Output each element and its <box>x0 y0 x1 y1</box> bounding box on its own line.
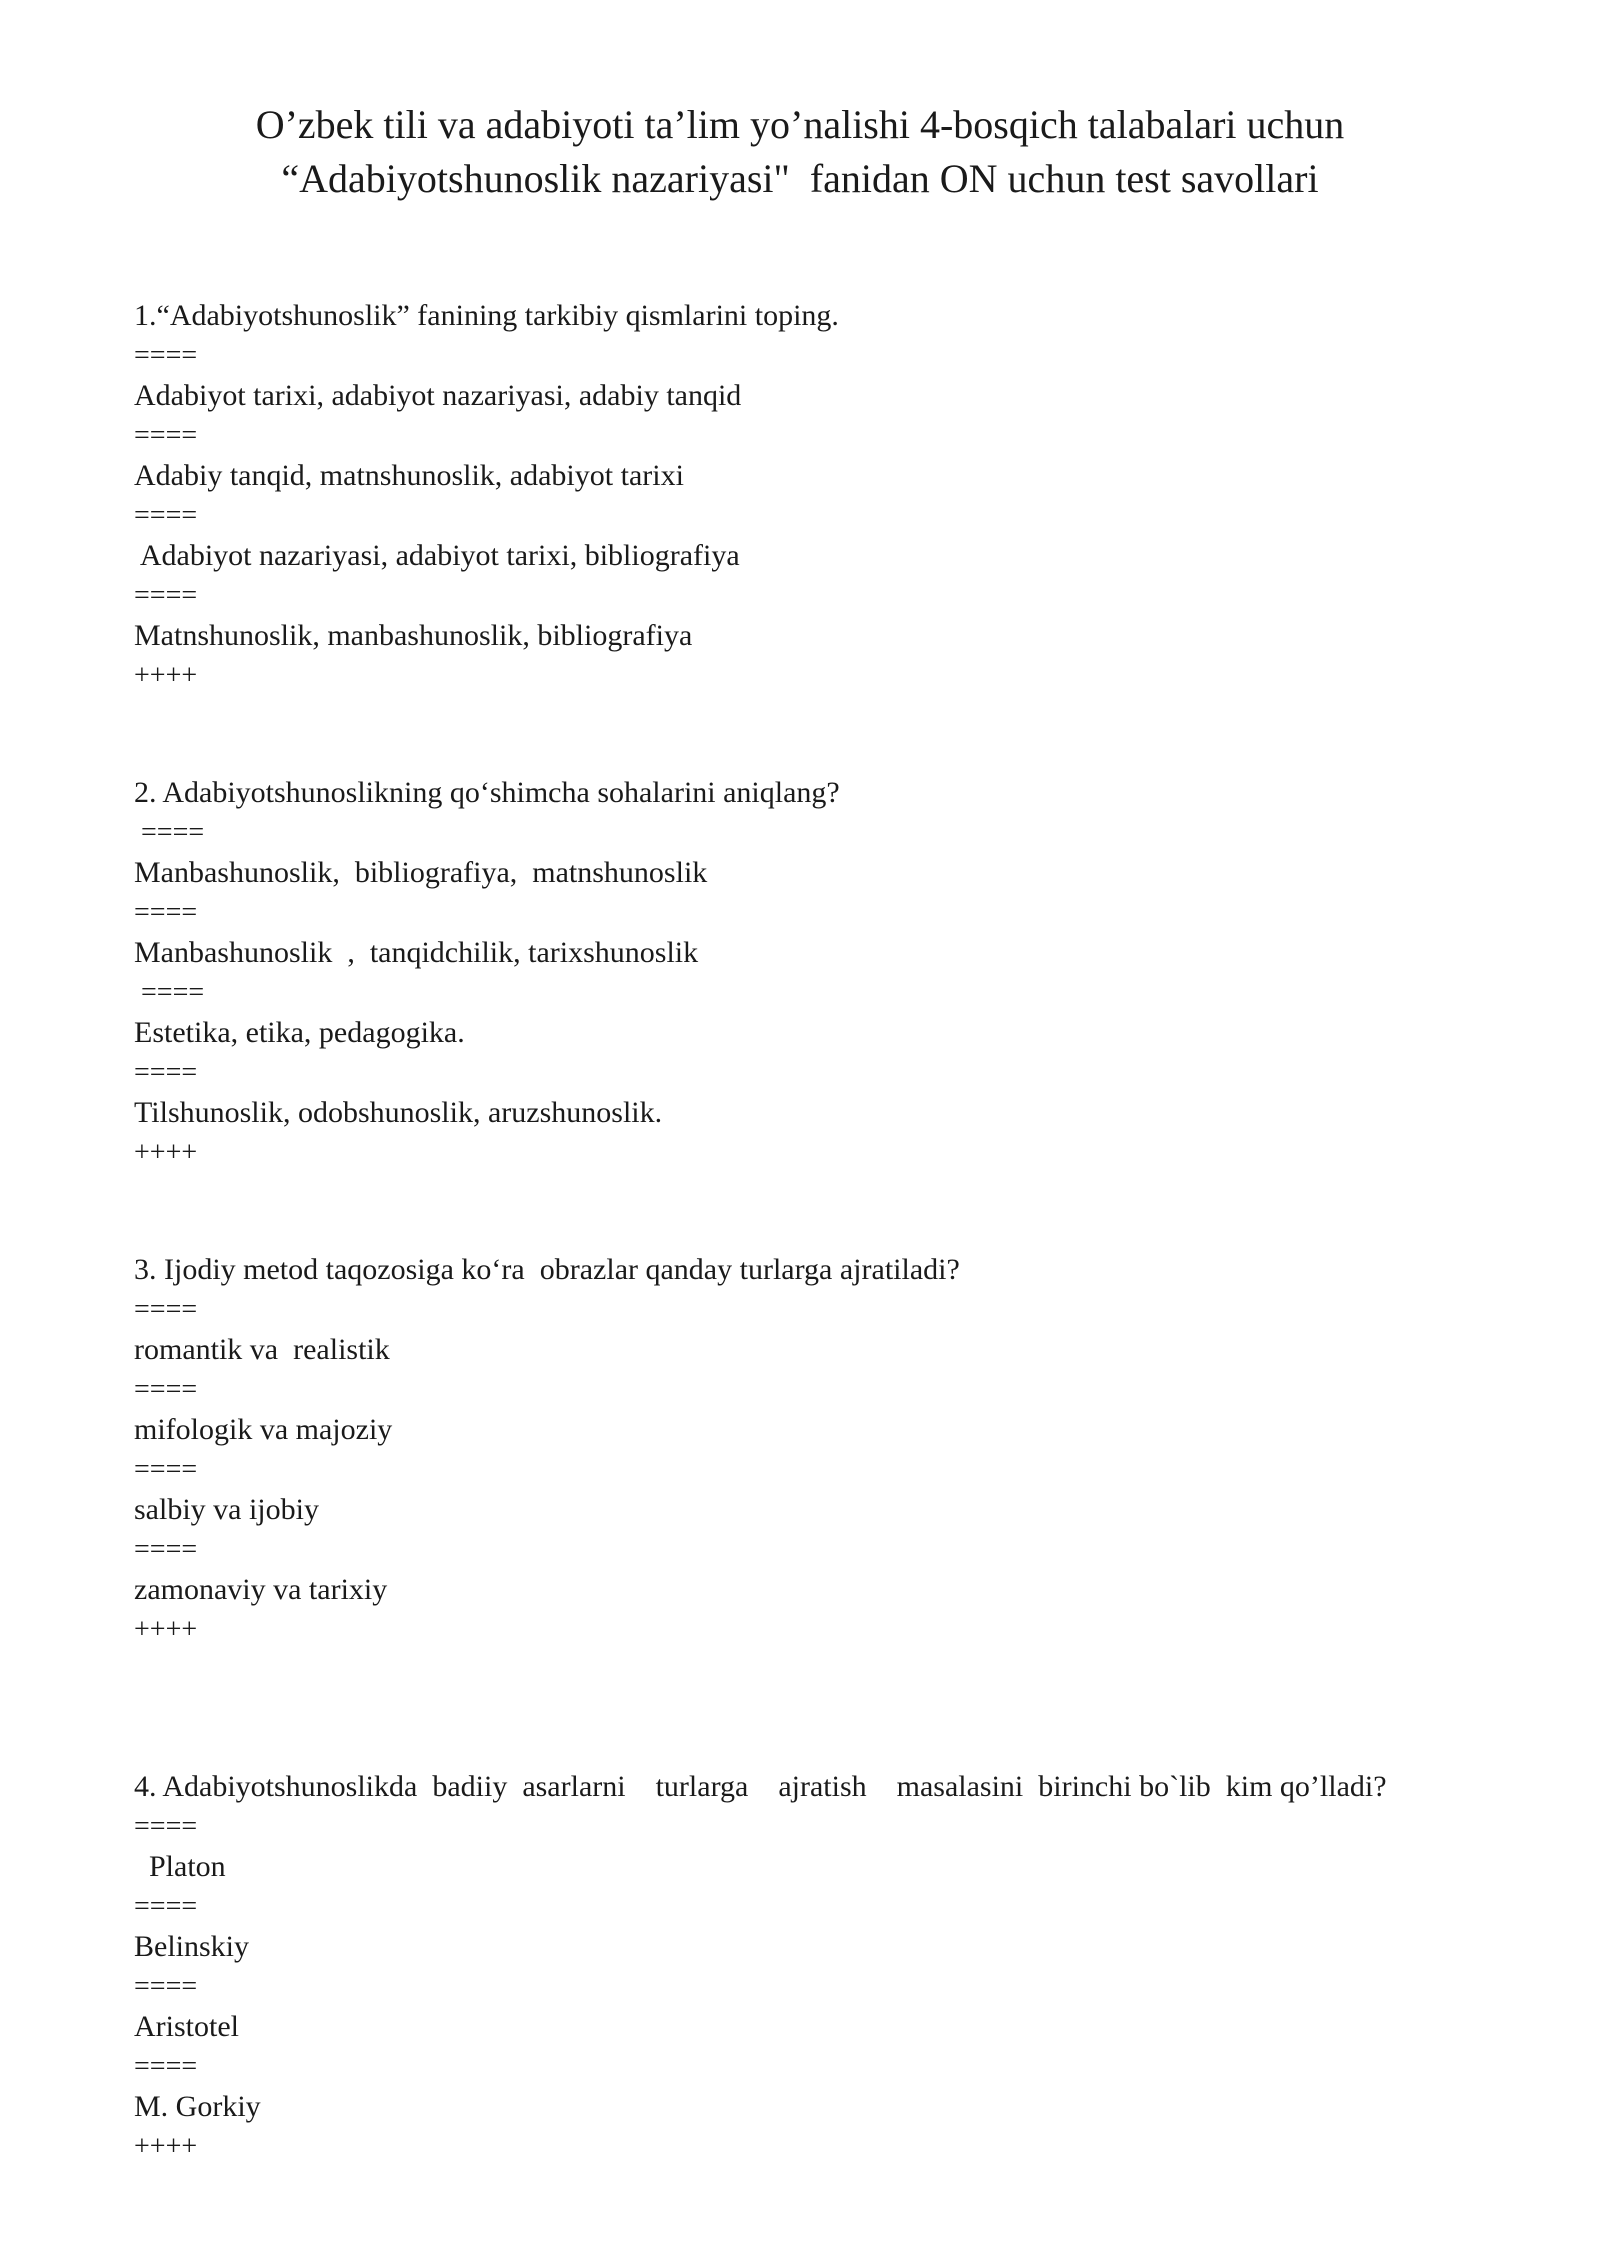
question-terminator: ++++ <box>134 1137 198 1168</box>
question-3 <box>134 1250 1534 1650</box>
option-separator: ==== <box>134 1374 198 1405</box>
option-separator: ==== <box>134 1454 198 1485</box>
answer-option: Belinskiy <box>134 1930 250 1963</box>
question-text: 4. Adabiyotshunoslikda badiiy asarlarni turlarga ajratish masalasini birinchi bo`lib kim qo’lladi? <box>134 1770 1387 1803</box>
option-separator: ==== <box>134 580 198 611</box>
option-separator: ==== <box>134 1294 198 1325</box>
question-1 <box>134 296 1534 696</box>
option-separator: ==== <box>134 897 198 928</box>
answer-option: mifologik va majoziy <box>134 1413 393 1446</box>
option-separator: ==== <box>134 420 198 451</box>
question-list <box>134 296 1534 2167</box>
answer-option: salbiy va ijobiy <box>134 1493 319 1526</box>
answer-option: Manbashunoslik, bibliografiya, matnshunoslik <box>134 856 708 889</box>
option-separator: ==== <box>134 817 205 848</box>
option-separator: ==== <box>134 340 198 371</box>
answer-option: Tilshunoslik, odobshunoslik, aruzshunoslik. <box>134 1096 663 1129</box>
answer-option: Manbashunoslik , tanqidchilik, tarixshunoslik <box>134 936 699 969</box>
answer-option: zamonaviy va tarixiy <box>134 1573 388 1606</box>
option-separator: ==== <box>134 1891 198 1922</box>
option-separator: ==== <box>134 1057 198 1088</box>
answer-option: Platon <box>134 1850 226 1883</box>
question-text: 3. Ijodiy metod taqozosiga ko‘ra obrazlar qanday turlarga ajratiladi? <box>134 1253 960 1286</box>
question-4 <box>134 1767 1534 2167</box>
option-separator: ==== <box>134 1534 198 1565</box>
title-line-2: “Adabiyotshunoslik nazariyasi" fanidan ON uchun test savollari <box>281 156 1319 201</box>
option-separator: ==== <box>134 1971 198 2002</box>
answer-option: Adabiy tanqid, matnshunoslik, adabiyot tarixi <box>134 459 684 492</box>
answer-option: Adabiyot nazariyasi, adabiyot tarixi, bibliografiya <box>134 539 740 572</box>
answer-option: Matnshunoslik, manbashunoslik, bibliografiya <box>134 619 693 652</box>
option-separator: ==== <box>134 1811 198 1842</box>
question-terminator: ++++ <box>134 2131 198 2162</box>
answer-option: romantik va realistik <box>134 1333 390 1366</box>
answer-option: Aristotel <box>134 2010 239 2043</box>
question-text: 2. Adabiyotshunoslikning qo‘shimcha sohalarini aniqlang? <box>134 776 840 809</box>
question-2 <box>134 773 1534 1173</box>
answer-option: Adabiyot tarixi, adabiyot nazariyasi, adabiy tanqid <box>134 379 742 412</box>
answer-option: M. Gorkiy <box>134 2090 261 2123</box>
option-separator: ==== <box>134 2051 198 2082</box>
option-separator: ==== <box>134 977 205 1008</box>
option-separator: ==== <box>134 500 198 531</box>
title-line-1: O’zbek tili va adabiyoti ta’lim yo’nalishi 4-bosqich talabalari uchun <box>255 102 1345 147</box>
document-title <box>0 98 1600 206</box>
question-terminator: ++++ <box>134 660 198 691</box>
answer-option: Estetika, etika, pedagogika. <box>134 1016 465 1049</box>
question-terminator: ++++ <box>134 1614 198 1645</box>
question-text: 1.“Adabiyotshunoslik” fanining tarkibiy qismlarini toping. <box>134 299 839 332</box>
